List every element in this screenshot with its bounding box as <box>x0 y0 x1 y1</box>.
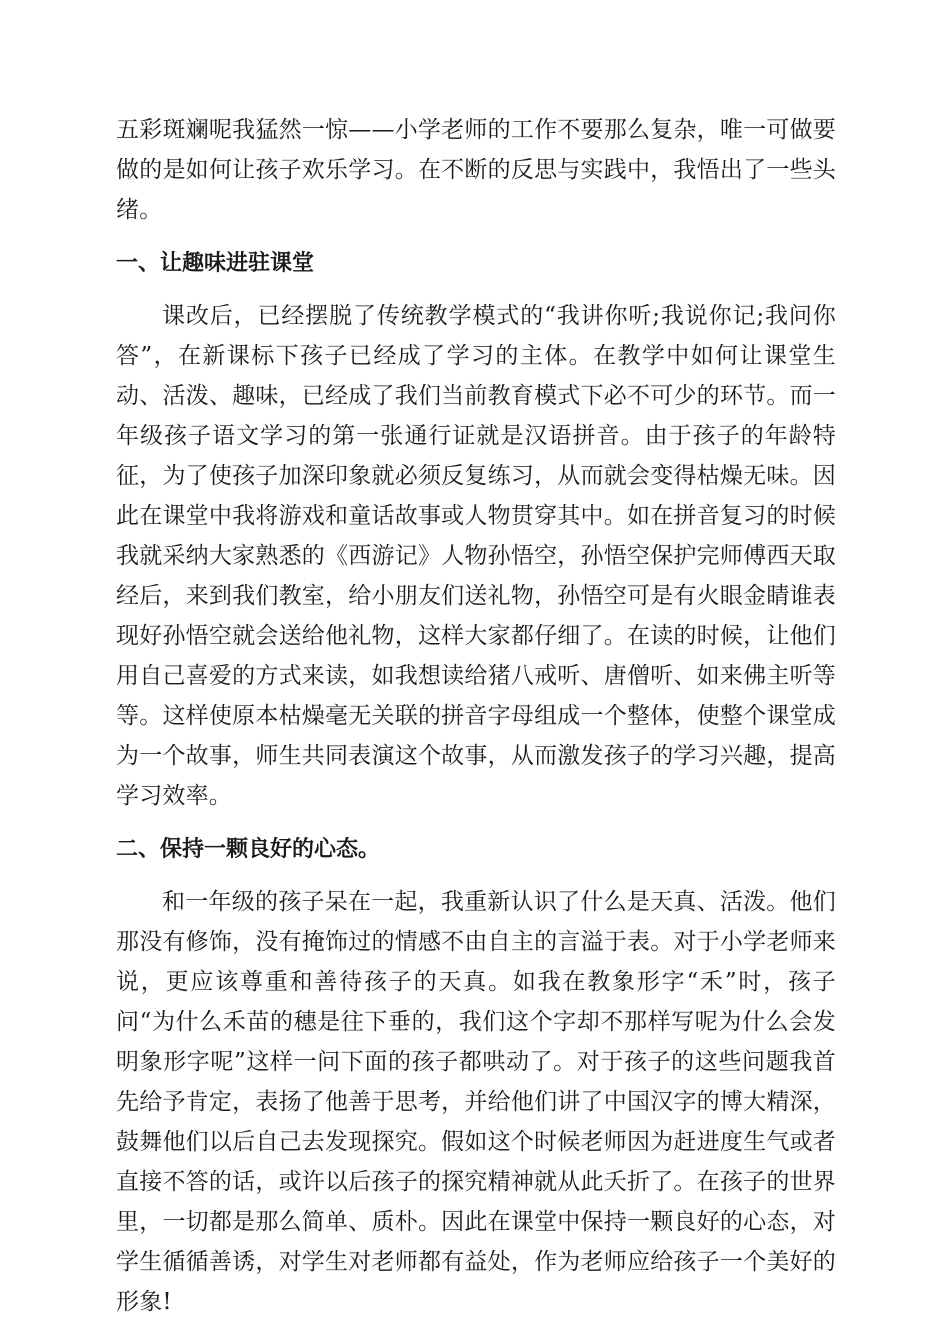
section-heading-good-attitude: 二、保持一颗良好的心态。 <box>116 837 381 862</box>
intro-paragraph: 五彩斑斓呢我猛然一惊——小学老师的工作不要那么复杂，唯一可做要做的是如何让孩子欢乐学习。在不断的反思与实践中，我悟出了一些头绪。 <box>116 117 836 223</box>
section-heading-fun-in-classroom: 一、让趣味进驻课堂 <box>116 251 315 276</box>
section-body-good-attitude: 和一年级的孩子呆在一起，我重新认识了什么是天真、活泼。他们那没有修饰，没有掩饰过的情感不由自主的言溢于表。对于小学老师来说，更应该尊重和善待孩子的天真。如我在教象形字“禾”时，孩子问“为什么禾苗的穗是往下垂的，我们这个字却不那样写呢为什么会发明象形字呢”这样一问下面的孩子都哄动了。对于孩子的这些问题我首先给予肯定，表扬了他善于思考，并给他们讲了中国汉字的博大精深，鼓舞他们以后自己去发现探究。假如这个时候老师因为赶进度生气或者直接不答的话，或许以后孩子的探究精神就从此夭折了。在孩子的世界里，一切都是那么简单、质朴。因此在课堂中保持一颗良好的心态，对学生循循善诱，对学生对老师都有益处，作为老师应给孩子一个美好的形象! <box>116 889 836 1315</box>
section-body-fun-in-classroom: 课改后，已经摆脱了传统教学模式的“我讲你听;我说你记;我问你答”，在新课标下孩子已经成了学习的主体。在教学中如何让课堂生动、活泼、趣味，已经成了我们当前教育模式下必不可少的环节。而一年级孩子语文学习的第一张通行证就是汉语拼音。由于孩子的年龄特征，为了使孩子加深印象就必须反复练习，从而就会变得枯燥无味。因此在课堂中我将游戏和童话故事或人物贯穿其中。如在拼音复习的时候我就采纳大家熟悉的《西游记》人物孙悟空，孙悟空保护完师傅西天取经后，来到我们教室，给小朋友们送礼物，孙悟空可是有火眼金睛谁表现好孙悟空就会送给他礼物，这样大家都仔细了。在读的时候，让他们用自己喜爱的方式来读，如我想读给猪八戒听、唐僧听、如来佛主听等等。这样使原本枯燥毫无关联的拼音字母组成一个整体，使整个课堂成为一个故事，师生共同表演这个故事，从而激发孩子的学习兴趣，提高学习效率。 <box>116 303 836 809</box>
document-body <box>116 110 836 1322</box>
